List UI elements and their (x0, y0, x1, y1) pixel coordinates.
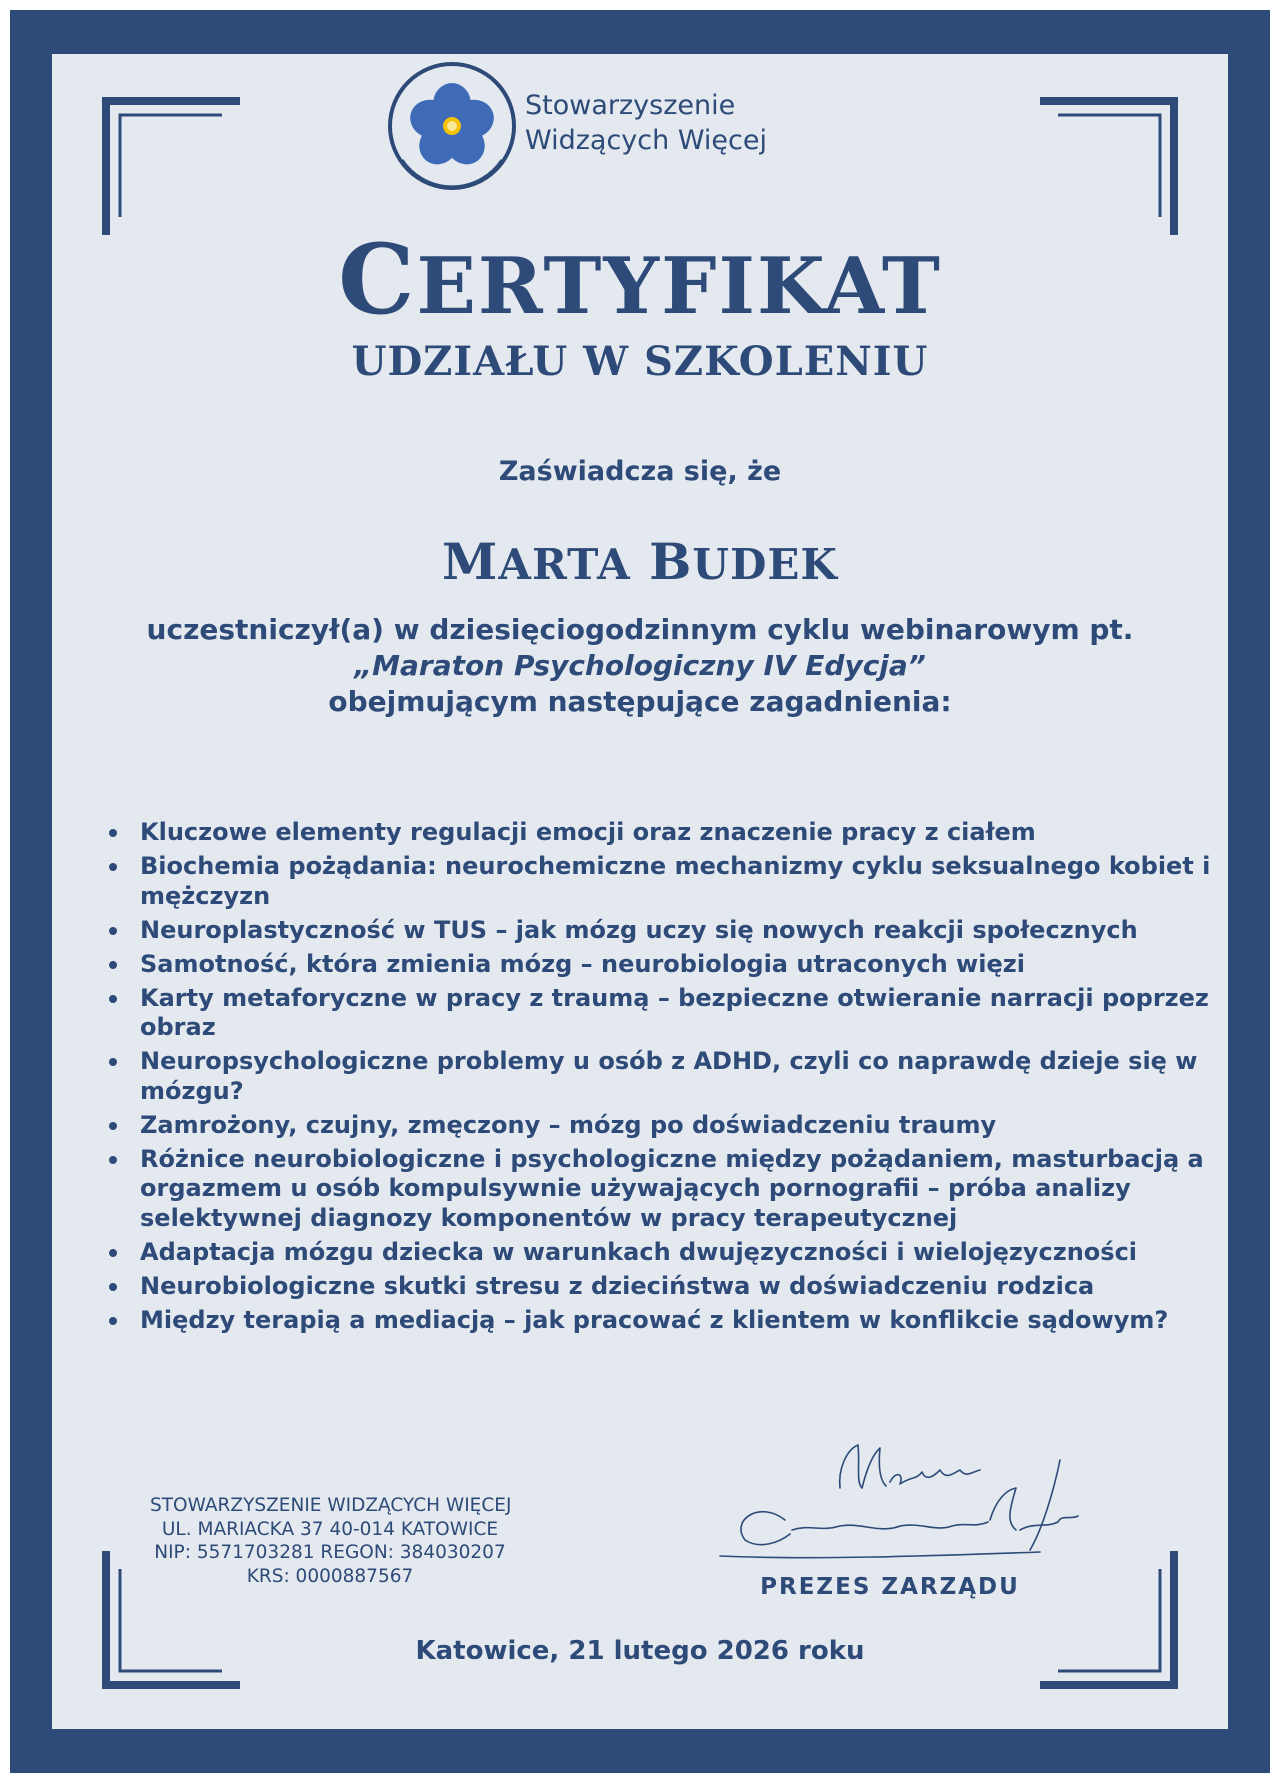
recipient-name (0, 532, 1280, 591)
certificate-subtitle: UDZIAŁU W SZKOLENIU (351, 338, 929, 385)
forget-me-not-flower-icon (390, 64, 514, 188)
topics-list (100, 818, 1280, 1340)
list-item: Neurobiologiczne skutki stresu z dzieciństwa w doświadczeniu rodzica (140, 1272, 1280, 1302)
intro-text: Zaświadcza się, że (498, 456, 782, 487)
first-name-initial: M (442, 532, 499, 591)
course-title: „Maraton Psychologiczny IV Edycja” (354, 649, 926, 682)
list-item: Między terapią a mediacją – jak pracować z klientem w konflikcie sądowym? (140, 1306, 1280, 1336)
list-item: Zamrożony, czujny, zmęczony – mózg po doświadczeniu traumy (140, 1111, 1280, 1141)
issue-date: Katowice, 21 lutego 2026 roku (415, 1636, 865, 1666)
address-line3: NIP: 5571703281 REGON: 384030207 (154, 1542, 506, 1563)
course-description (0, 612, 1280, 720)
organization-address (150, 1494, 510, 1588)
corner-ornament-top-right (1038, 97, 1178, 237)
list-item: Karty metaforyczne w pracy z traumą – bezpieczne otwieranie narracji poprzez obraz (140, 984, 1280, 1043)
handwritten-signature (690, 1430, 1110, 1580)
list-item: Neuroplastyczność w TUS – jak mózg uczy się nowych reakcji społecznych (140, 916, 1280, 946)
title-initial: C (338, 223, 417, 336)
list-item: Neuropsychologiczne problemy u osób z ADHD, czyli co naprawdę dzieje się w mózgu? (140, 1047, 1280, 1106)
description-line3: obejmującym następujące zagadnienia: (328, 685, 952, 718)
address-line2: UL. MARIACKA 37 40-014 KATOWICE (161, 1518, 499, 1540)
organization-name-line2: Widzących Więcej (525, 125, 767, 156)
address-line4: KRS: 0000887567 (246, 1565, 414, 1587)
last-name-initial: B (649, 532, 693, 591)
first-name-rest: ARTA (498, 540, 631, 589)
title-rest: ERTYFIKAT (416, 241, 942, 332)
organization-name-line1: Stowarzyszenie (525, 90, 736, 121)
signatory-role: PREZES ZARZĄDU (760, 1574, 1020, 1600)
list-item: Biochemia pożądania: neurochemiczne mechanizmy cyklu seksualnego kobiet i mężczyzn (140, 852, 1280, 911)
description-line1: uczestniczył(a) w dziesięciogodzinnym cyklu webinarowym pt. (146, 613, 1134, 646)
list-item: Kluczowe elementy regulacji emocji oraz znaczenie pracy z ciałem (140, 818, 1280, 848)
corner-ornament-top-left (102, 97, 242, 237)
list-item: Różnice neurobiologiczne i psychologiczne między pożądaniem, masturbacją a orgazmem u osób kompulsywnie używających pornografii – próba analizy selektywnej diagnozy komponentów w pracy terapeutycznej (140, 1145, 1280, 1234)
certificate-title (0, 225, 1280, 342)
last-name-rest: UDEK (692, 540, 838, 589)
list-item: Adaptacja mózgu dziecka w warunkach dwujęzyczności i wielojęzyczności (140, 1238, 1280, 1268)
organization-name (525, 88, 767, 158)
list-item: Samotność, która zmienia mózg – neurobiologia utraconych więzi (140, 950, 1280, 980)
address-line1: STOWARZYSZENIE WIDZĄCYCH WIĘCEJ (150, 1495, 512, 1516)
